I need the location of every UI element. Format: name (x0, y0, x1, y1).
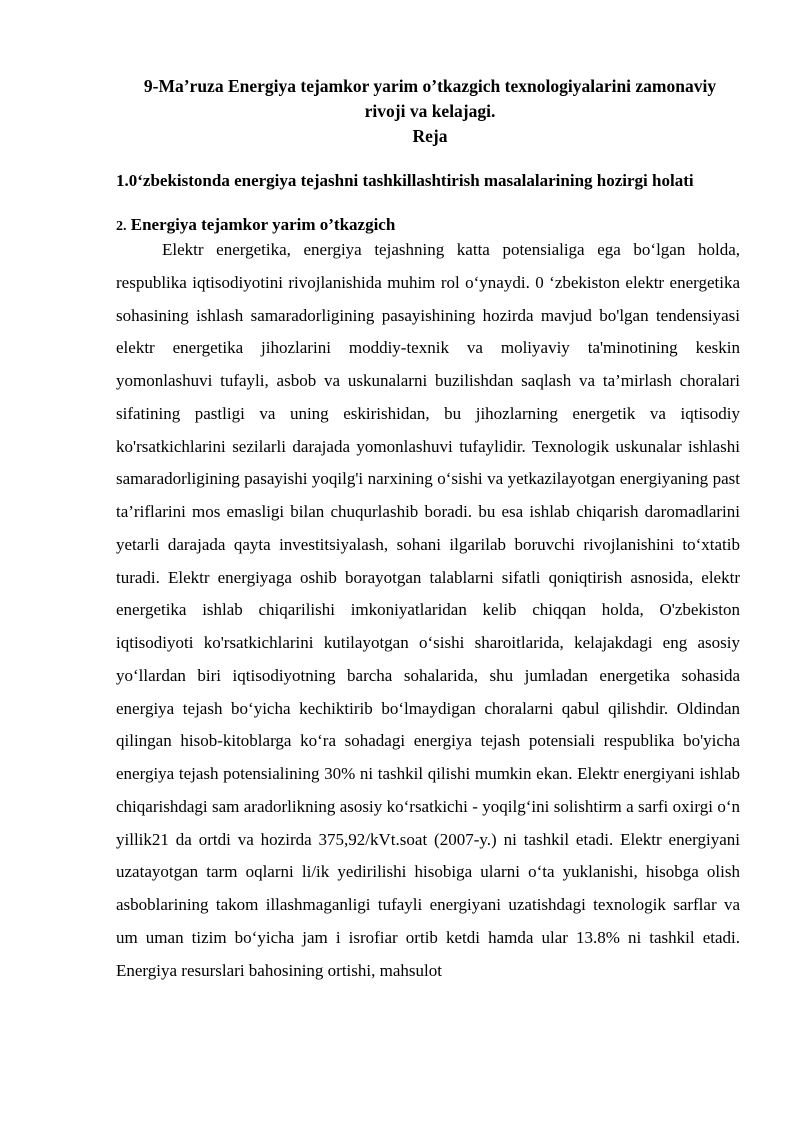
plan-item (116, 170, 756, 191)
lecture-title-line-1: 9-Ma’ruza Energiya tejamkor yarim o’tkazgich texnologiyalarini zamonaviy (143, 76, 717, 96)
lecture-title-line-2: rivoji va kelajagi. (364, 101, 496, 121)
plan-item-number: 2. (116, 219, 127, 234)
plan-item-number: 1. (116, 171, 129, 190)
lecture-title (100, 74, 760, 124)
plan-item-text: Energiya tejamkor yarim o’tkazgich (130, 215, 396, 234)
body-paragraph: Elektr energetika, energiya tejashning katta potensialiga ega bo‘lgan holda, respublika iqtisodiyotini rivojlanishida muhim rol o‘ynaydi. 0 ‘zbekiston elektr energetika sohasining ishlash samaradorligining pasayishining hozirda mavjud bo'lgan tendensiyasi elektr energetika jihozlarini moddiy-texnik va moliyaviy ta'minotining keskin yomonlashuvi tufayli, asbob va uskunalarni buzilishdan saqlash va ta’mirlash choralari sifatining pastligi va uning eskirishidan, bu jihozlarning energetik va iqtisodiy ko'rsatkichlarini sezilarli darajada yomonlashuvi tufaylidir. Texnologik uskunalar ishlashi samaradorligining pasayishi yoqilg'i narxining o‘sishi va yetkazilayotgan energiyaning past ta’riflarini mos emasligi bilan chuqurlashib boradi. bu esa ishlab chiqarish daromadlarini yetarli darajada qayta investitsiyalash, sohani ilgarilab boruvchi rivojlanishini to‘xtatib turadi. Elektr energiyaga oshib borayotgan talablarni sifatli qoniqtirish asnosida, elektr energetika ishlab chiqarilishi imkoniyatlaridan kelib chiqqan holda, O'zbekiston iqtisodiyoti ko'rsatkichlarini kutilayotgan o‘sishi sharoitlarida, kelajakdagi eng asosiy yo‘llardan biri iqtisodiyotning barcha sohalarida, shu jumladan energetika sohasida energiya tejash bo‘yicha kechiktirib bo‘lmaydigan choralarni qabul qilishdir. Oldindan qilingan hisob-kitoblarga ko‘ra sohadagi energiya tejash potensiali respublika bo'yicha energiya tejash potensialining 30% ni tashkil qilishi mumkin ekan. Elektr energiyani ishlab chiqarishdagi sam aradorlikning asosiy ko‘rsatkichi - yoqilg‘ini solishtirm a sarfi oxirgi o‘n yillik21 da ortdi va hozirda 375,92/kVt.soat (2007-y.) ni tashkil etadi. Elektr energiyani uzatayotgan tarm oqlarni li/ik yedirilishi hisobiga ularni o‘ta yuklanishi, hisobga olish asboblarining takom illashmaganligi tufayli energiyani uzatishdagi texnologik sarflar va um uman tizim bo‘yicha jam i isrofiar ortib ketdi hamda ular 13.8% ni tashkil etadi. Energiya resurslari bahosining ortishi, mahsulot (116, 240, 740, 980)
plan-item-text: 0‘zbekistonda energiya tejashni tashkillashtirish masalalarining hozirgi holati (128, 171, 694, 190)
plan-heading: Reja (412, 126, 448, 146)
